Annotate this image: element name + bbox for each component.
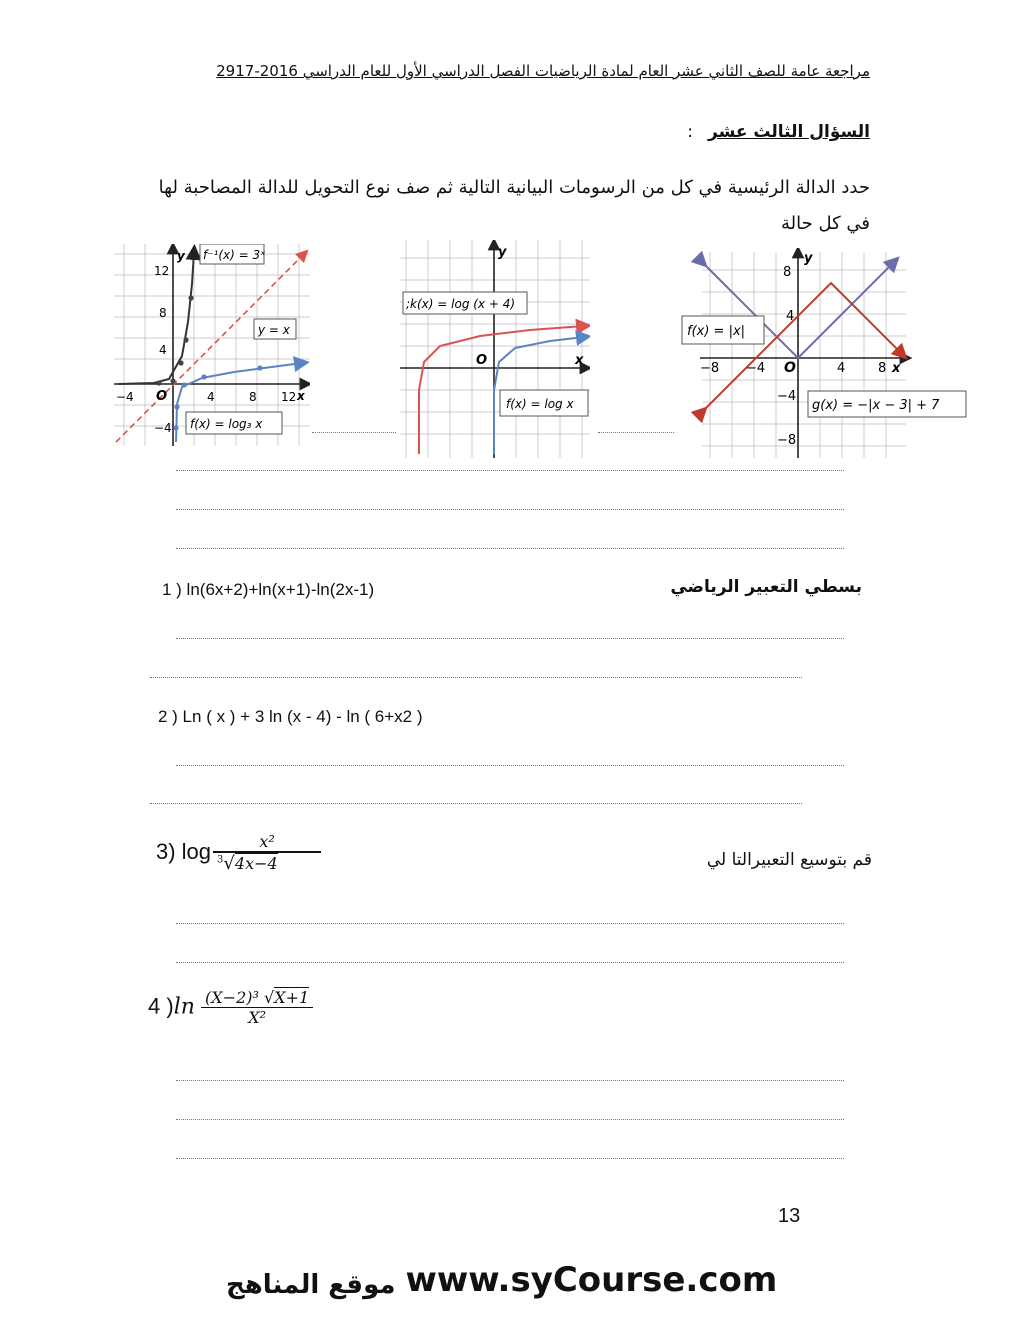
answer-line[interactable] <box>150 677 802 678</box>
answer-line[interactable] <box>150 803 802 804</box>
f-log-label: f(x) = log x <box>506 397 574 411</box>
tick-y-neg8: −8 <box>777 433 797 448</box>
answer-line[interactable] <box>312 432 396 433</box>
footer <box>405 1260 777 1300</box>
question-instruction: حدد الدالة الرئيسية في كل من الرسومات البيانية التالية ثم صف نوع التحويل للدالة المصاحبة لها في كل حالة <box>158 177 870 234</box>
answer-line[interactable] <box>176 923 844 924</box>
graph-log-shift <box>400 240 590 458</box>
origin-label: O <box>156 389 168 404</box>
f-abs-label: f(x) = |x| <box>687 324 746 339</box>
axis-y-label-2: y <box>498 245 507 260</box>
problem-4-denominator: X² <box>201 1007 313 1027</box>
identity-label: y = x <box>258 323 290 337</box>
answer-line[interactable] <box>176 962 844 963</box>
tick-x-4-3: 4 <box>837 361 846 376</box>
problem-3-numerator: x² <box>259 832 275 851</box>
tick-x-neg8: −8 <box>700 361 720 376</box>
answer-line[interactable] <box>176 509 844 510</box>
axis-y-label: y <box>177 249 185 263</box>
footer-url[interactable]: www.syCourse.com <box>405 1260 778 1300</box>
tick-y-neg4-3: −4 <box>777 389 797 404</box>
origin-label-2: O <box>476 353 488 368</box>
question-colon: : <box>687 122 693 142</box>
simplify-title: بسطي التعبير الرياضي <box>670 577 862 597</box>
problem-1: 1 ) ln(6x+2)+ln(x+1)-ln(2x-1) <box>162 580 375 599</box>
graph-log3 <box>114 244 310 446</box>
answer-line[interactable] <box>176 765 844 766</box>
problem-3-denominator: 4x−4 <box>234 854 278 873</box>
tick-x-12: 12 <box>281 390 297 404</box>
tick-x-neg4-3: −4 <box>746 361 766 376</box>
tick-y-8-3: 8 <box>783 265 792 280</box>
problem-2: 2 ) Ln ( x ) + 3 ln (x - 4) - ln ( 6+x2 ) <box>158 707 423 726</box>
problem-3-prefix: 3) log <box>156 838 212 864</box>
axis-y-label-3: y <box>804 251 813 266</box>
problem-3: 3) log $\frac{\text{x²}}{^3√4x-4}$ <box>156 832 321 874</box>
answer-line[interactable] <box>176 470 844 471</box>
page-number: 13 <box>778 1205 801 1227</box>
page-header: مراجعة عامة للصف الثاني عشر العام لمادة الرياضيات الفصل الدراسي الأول للعام الدراسي 2016-2917 <box>216 62 870 80</box>
footer-site: موقع المناهج <box>226 1270 396 1300</box>
tick-y-8: 8 <box>159 306 167 320</box>
k-label: ;k(x) = log (x + 4) <box>406 297 516 311</box>
tick-y-4-3: 4 <box>786 309 795 324</box>
expand-title: قم بتوسيع التعبيرالتا لي <box>706 850 872 870</box>
answer-line[interactable] <box>176 1080 844 1081</box>
problem-4-num-a: (X−2)³ <box>205 988 259 1007</box>
log3-label: f(x) = log₃ x <box>190 417 263 431</box>
answer-line[interactable] <box>176 638 844 639</box>
tick-x-8-3: 8 <box>878 361 887 376</box>
g-abs-label: g(x) = −|x − 3| + 7 <box>812 398 940 413</box>
axis-x-label-3: x <box>892 361 901 376</box>
problem-4-prefix: 4 ) <box>148 993 174 1019</box>
problem-4: 4 )ln $\frac{\text{(X−2)³ √X+1}}{\text{X²}}$ <box>148 988 313 1027</box>
answer-line[interactable] <box>176 1119 844 1120</box>
problem-4-ln: ln <box>173 994 195 1020</box>
axis-x-label: x <box>297 389 305 403</box>
tick-x-neg4: −4 <box>116 390 134 404</box>
answer-line[interactable] <box>176 1158 844 1159</box>
tick-x-8: 8 <box>249 390 257 404</box>
axis-x-label-2: x <box>575 353 584 368</box>
answer-line[interactable] <box>598 432 674 433</box>
answer-line[interactable] <box>176 548 844 549</box>
tick-y-12: 12 <box>154 264 170 278</box>
origin-label-3: O <box>784 360 796 376</box>
inverse-label: f⁻¹(x) = 3ˣ <box>203 248 266 262</box>
root-index: 3 <box>217 854 224 866</box>
problem-4-num-b: X+1 <box>274 988 310 1007</box>
tick-y-4: 4 <box>159 343 167 357</box>
question-title: السؤال الثالث عشر <box>708 122 870 142</box>
tick-x-4: 4 <box>207 390 215 404</box>
graph-abs <box>680 248 970 460</box>
tick-y-neg4: −4 <box>154 421 172 435</box>
